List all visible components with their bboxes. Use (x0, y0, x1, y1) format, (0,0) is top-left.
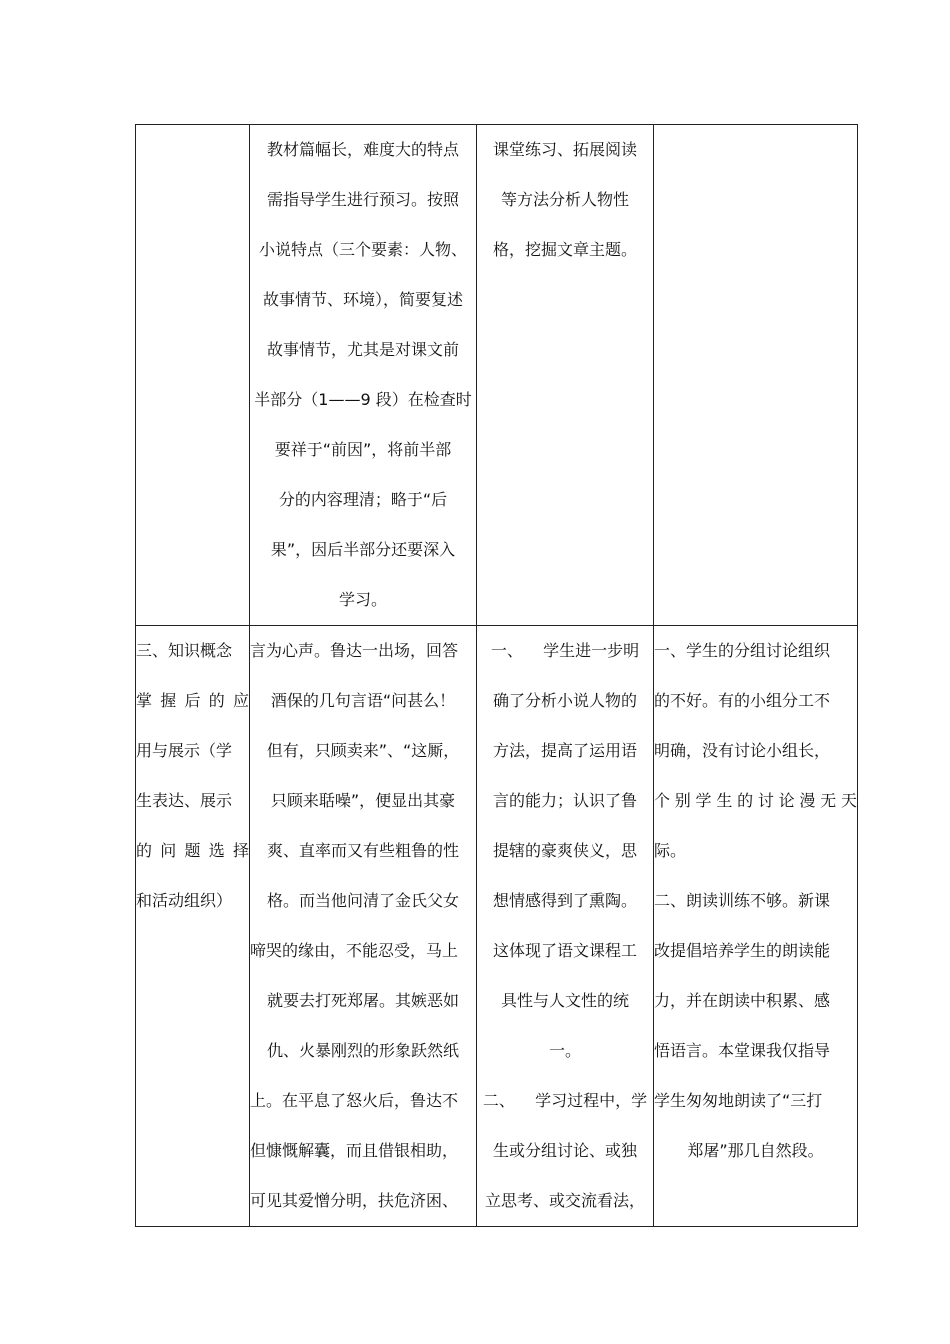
text-line: 需指导学生进行预习。按照 (266, 190, 459, 209)
row2-col2-cell (250, 626, 477, 1227)
text-line: 一、 学生进一步明 (490, 641, 640, 660)
row1-col2-cell (250, 125, 477, 626)
text-line: 故事情节，尤其是对课文前 (266, 340, 459, 359)
text-line: 立思考、或交流看法， (484, 1191, 645, 1210)
text-line: 但慷慨解囊，而且借银相助， (250, 1141, 459, 1160)
text-line: 想情感得到了熏陶。 (492, 891, 637, 910)
text-line: 课堂练习、拓展阅读 (492, 140, 637, 159)
text-line: 酒保的几句言语“问甚么！ (270, 691, 456, 710)
text-line: 一。 (548, 1041, 581, 1060)
text-line: 具性与人文性的统 (500, 991, 629, 1010)
text-line: 故事情节、环境），简要复述 (262, 290, 463, 309)
text-line: 的不好。有的小组分工不 (654, 691, 831, 710)
text-line: 二、 学习过程中，学 (482, 1091, 648, 1110)
text-line: 格。而当他问清了金氏父女 (266, 891, 459, 910)
text-line: 学生匆匆地朗读了“三打 (654, 1091, 823, 1110)
row1-col3-cell (477, 125, 654, 626)
row1-col4-cell (654, 125, 858, 626)
row2-col3-cell (477, 626, 654, 1227)
text-line: 二、朗读训练不够。新课 (654, 891, 831, 910)
text-line: 确了分析小说人物的 (492, 691, 637, 710)
text-line: 小说特点（三个要素：人物、 (258, 240, 467, 259)
text-line: 改提倡培养学生的朗读能 (654, 941, 831, 960)
text-line: 但有，只顾卖来”、“这厮， (266, 741, 460, 760)
table-row (136, 626, 858, 1227)
table-row (136, 125, 858, 626)
text-line: 和活动组织） (136, 891, 233, 910)
text-line: 明确，没有讨论小组长， (654, 741, 831, 760)
text-line: 就要去打死郑屠。其嫉恶如 (266, 991, 459, 1010)
text-line: 个别学生的讨论漫无天 (654, 791, 857, 810)
row1-col1-cell (136, 125, 250, 626)
text-line: 等方法分析人物性 (500, 190, 629, 209)
text-line: 半部分（1——9 段）在检查时 (254, 390, 472, 409)
text-line: 用与展示（学 (136, 741, 233, 760)
text-line: 生表达、展示 (136, 791, 233, 810)
text-line: 要祥于“前因”，将前半部 (274, 440, 452, 459)
text-line: 悟语言。本堂课我仅指导 (654, 1041, 831, 1060)
text-line: 言为心声。鲁达一出场，回答 (250, 641, 459, 660)
text-line: 际。 (654, 841, 687, 860)
text-line: 上。在平息了怒火后，鲁达不 (250, 1091, 459, 1110)
text-line: 提辖的豪爽侠义，思 (492, 841, 637, 860)
text-line: 力，并在朗读中积累、感 (654, 991, 831, 1010)
text-line: 方法，提高了运用语 (492, 741, 637, 760)
text-line: 言的能力；认识了鲁 (492, 791, 637, 810)
text-line: 这体现了语文课程工 (492, 941, 637, 960)
text-line: 只顾来聒噪”，便显出其豪 (270, 791, 456, 810)
text-line: 郑屠”那几自然段。 (687, 1141, 824, 1160)
text-line: 三、知识概念 (136, 641, 233, 660)
text-line: 分的内容理清；略于“后 (278, 490, 448, 509)
text-line: 教材篇幅长，难度大的特点 (266, 140, 459, 159)
text-line: 生或分组讨论、或独 (492, 1141, 637, 1160)
row2-col4-cell (654, 626, 858, 1227)
text-line: 格，挖掘文章主题。 (492, 240, 637, 259)
text-line: 可见其爱憎分明，扶危济困、 (250, 1191, 459, 1210)
text-line: 的问题选择 (136, 841, 249, 860)
text-line: 仇、火暴刚烈的形象跃然纸 (266, 1041, 459, 1060)
text-line: 掌握后的应 (136, 691, 249, 710)
lesson-reflection-table (135, 124, 858, 1227)
row2-col1-cell (136, 626, 250, 1227)
text-line: 一、学生的分组讨论组织 (654, 641, 831, 660)
text-line: 果”，因后半部分还要深入 (270, 540, 456, 559)
text-line: 学习。 (338, 590, 387, 609)
text-line: 爽、直率而又有些粗鲁的性 (266, 841, 459, 860)
text-line: 啼哭的缘由，不能忍受，马上 (250, 941, 459, 960)
